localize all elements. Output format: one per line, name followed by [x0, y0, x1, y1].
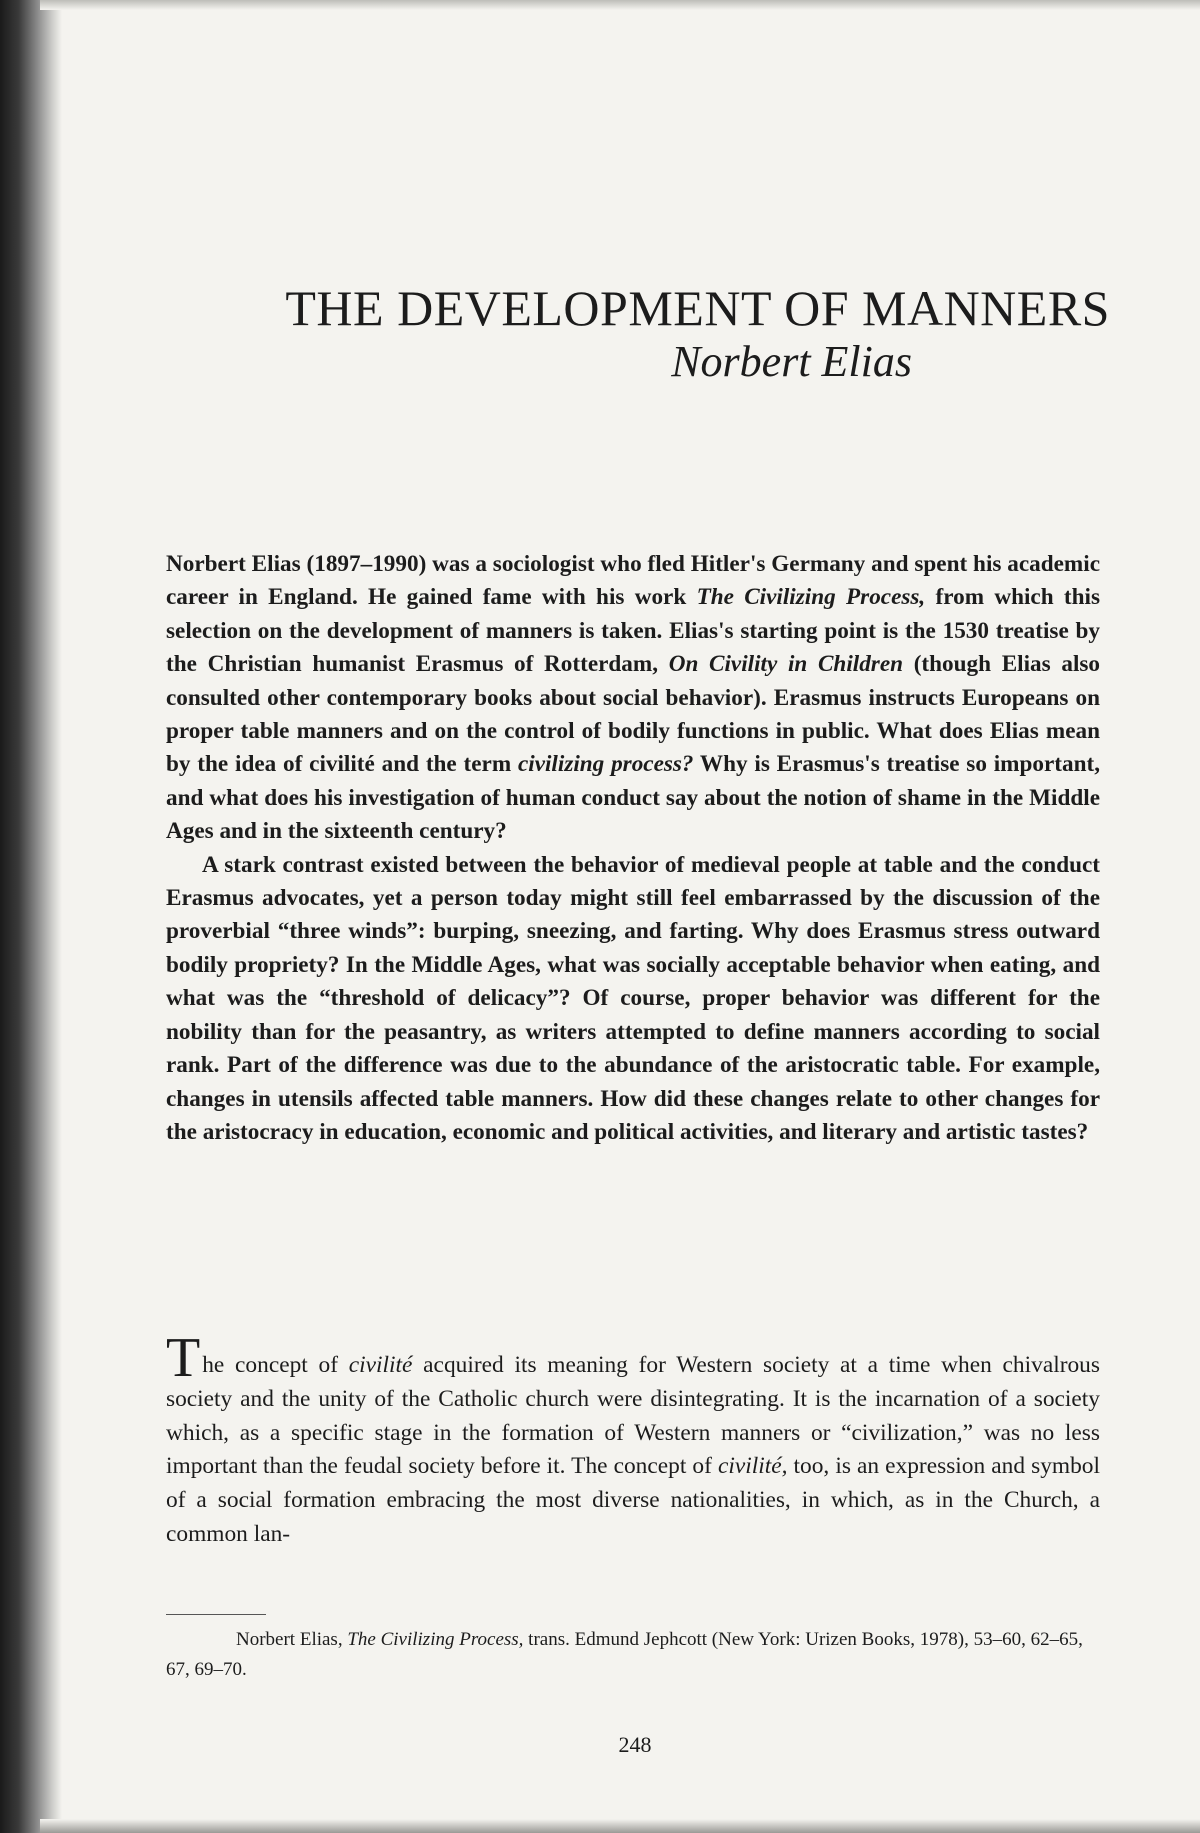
intro-paragraph-1	[166, 548, 1100, 849]
footnote-text: trans. Edmund Jephcott (New York: Urizen Books, 1978), 53–60, 62–65, 67, 69–70.	[166, 1629, 1083, 1680]
body-text: he concept of	[202, 1352, 349, 1378]
body-term: civilité	[348, 1352, 413, 1378]
article-author: Norbert Elias	[671, 337, 912, 386]
source-footnote	[166, 1625, 1100, 1685]
footnote-book-title: The Civilizing Process,	[347, 1629, 524, 1650]
title-block	[150, 280, 1110, 388]
article-title: THE DEVELOPMENT OF MANNERS	[285, 280, 1110, 336]
footnote-rule	[166, 1614, 266, 1615]
body-paragraph	[166, 1327, 1100, 1552]
body-text: acquired its meaning for Western society at a time when chivalrous society and the unity of the Catholic church were disintegrating. It is the incarnation of a society which, as a specific stage in the formation of Western manners or “civilization,” was no less important than the feudal society before it. The concept of	[166, 1352, 1100, 1480]
page-number: 248	[618, 1732, 652, 1757]
intro-text: (though Elias also consulted other contemporary books about social behavior). Erasmus instructs Europeans on proper table manners and on the control of bodily functions in public. What does Elias mean by the idea of civilité and the term	[166, 651, 1100, 778]
book-spine-shadow	[0, 0, 62, 1833]
page-top-edge	[40, 0, 1200, 10]
intro-text: Why is Erasmus's treatise so important, and what does his investigation of human conduct say about the notion of shame in the Middle Ages and in the sixteenth century?	[166, 751, 1101, 845]
intro-book-title: On Civility in Children	[668, 651, 904, 678]
footnote-text: Norbert Elias,	[236, 1629, 348, 1650]
page-bottom-edge	[40, 1819, 1200, 1833]
editor-introduction	[166, 548, 1100, 1149]
intro-text: from which this selection on the development of manners is taken. Elias's starting point is the 1530 treatise by the Christian humanist Erasmus of Rotterdam,	[166, 584, 1100, 678]
body-text: too, is an expression and symbol of a social formation embracing the most diverse nationalities, in which, as in the Church, a common lan-	[166, 1453, 1100, 1547]
intro-term: civilizing process?	[517, 751, 694, 778]
main-text	[166, 1327, 1100, 1552]
drop-cap: T	[166, 1327, 201, 1389]
intro-text: Norbert Elias (1897–1990) was a sociologist who fled Hitler's Germany and spent his academic career in England. He gained fame with his work	[166, 551, 1100, 611]
body-term: civilité,	[717, 1453, 788, 1480]
intro-paragraph-2: A stark contrast existed between the behavior of medieval people at table and the conduct Erasmus advocates, yet a person today might still feel embarrassed by the discussion of the proverbial “three winds”: burping, sneezing, and farting. Why does Erasmus stress outward bodily propriety? In the Middle Ages, what was socially acceptable behavior when eating, and what was the “threshold of delicacy”? Of course, proper behavior was different for the nobility than for the peasantry, as writers attempted to define manners according to social rank. Part of the difference was due to the abundance of the aristocratic table. For example, changes in utensils affected table manners. How did these changes relate to other changes for the aristocracy in education, economic and political activities, and literary and artistic tastes?	[166, 851, 1100, 1145]
intro-book-title: The Civilizing Process,	[696, 584, 926, 611]
